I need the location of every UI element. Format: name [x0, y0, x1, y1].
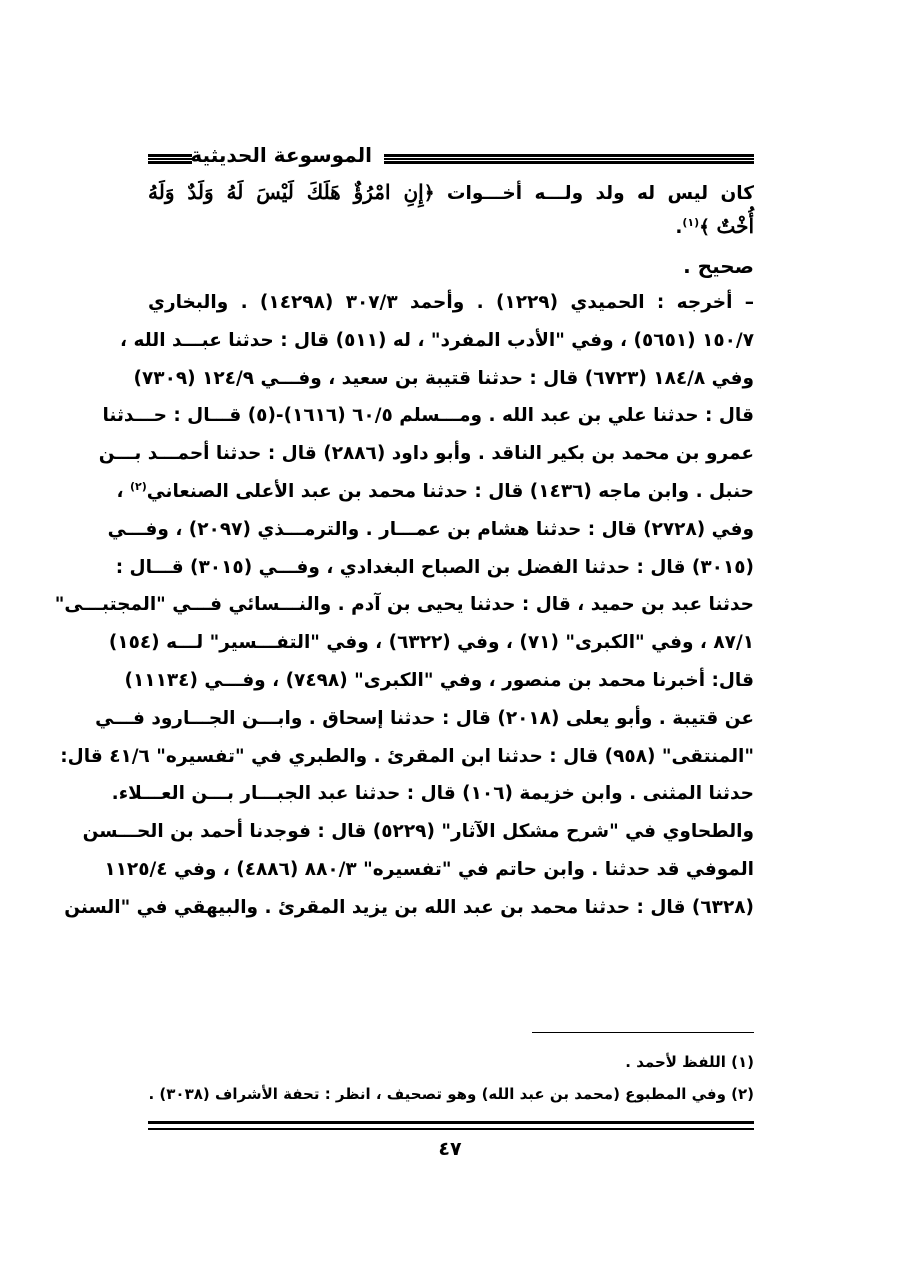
- body-line-3: وفي ١٨٤/٨ (٦٧٢٣) قال : حدثنا قتيبة بن سعيد ، وفـــي ١٢٤/٩ (٧٣٠٩): [133, 367, 754, 389]
- body-line-17: (٦٣٢٨) قال : حدثنا محمد بن عبد الله بن يزيد المقرئ . والبيهقي في "السنن: [64, 896, 754, 918]
- body-line-15: والطحاوي في "شرح مشكل الآثار" (٥٢٢٩) قال : فوجدنا أحمد بن الحـــسن: [82, 821, 754, 843]
- page-number: ٤٧: [438, 1138, 462, 1160]
- body-line-2: ١٥٠/٧ (٥٦٥١) ، وفي "الأدب المفرد" ، له (٥١١) قال : حدثنا عبـــد الله ،: [120, 329, 754, 351]
- running-header: [148, 143, 754, 173]
- body-line-8: (٣٠١٥) قال : حدثنا الفضل بن الصباح البغدادي ، وفـــي (٣٠١٥) قـــال :: [115, 556, 754, 578]
- body-line-12: عن قتيبة . وأبو يعلى (٢٠١٨) قال : حدثنا إسحاق . وابـــن الجـــارود فـــي: [95, 707, 754, 729]
- body-line-10: ٨٧/١ ، وفي "الكبرى" (٧١) ، وفي (٦٣٢٢) ، وفي "التفـــسير" لـــه (١٥٤): [108, 632, 754, 654]
- body-line-16: الموفي قد حدثنا . وابن حاتم في "تفسيره" ٨٨٠/٣ (٤٨٨٦) ، وفي ١١٢٥/٤: [104, 858, 754, 880]
- intro-text: كان ليس له ولد ولـــه أخـــوات: [434, 183, 754, 204]
- footnote-ref-1: (١): [682, 215, 700, 229]
- footnotes: [148, 1046, 754, 1110]
- body-line-11: قال: أخبرنا محمد بن منصور ، وفي "الكبرى" (٧٤٩٨) ، وفـــي (١١١٣٤): [124, 669, 754, 691]
- quran-close-brace: ﴾: [699, 217, 710, 238]
- body-line-13: "المنتقى" (٩٥٨) قال : حدثنا ابن المقرئ . والطبري في "تفسيره" ٤١/٦ قال:: [60, 745, 754, 767]
- intro-end: .: [675, 217, 683, 238]
- verdict: صحيح .: [683, 254, 754, 278]
- body-line-14: حدثنا المثنى . وابن خزيمة (١٠٦) قال : حدثنا عبد الجبـــار بـــن العـــلاء.: [111, 783, 754, 805]
- footnote-separator: [532, 1032, 754, 1033]
- header-rule-left: [148, 154, 192, 164]
- body-line-1: – أخرجه : الحميدي (١٢٢٩) . وأحمد ٣٠٧/٣ (١٤٢٩٨) . والبخاري: [148, 292, 755, 313]
- body-line-9: حدثنا عبد بن حميد ، قال : حدثنا يحيى بن آدم . والنـــسائي فـــي "المجتبـــى": [54, 594, 754, 616]
- takhrij-paragraph: [54, 286, 755, 924]
- quran-verse-part-1: إِنِ امْرُؤٌ هَلَكَ لَيْسَ لَهُ وَلَدٌ وَلَهُ: [148, 180, 424, 204]
- body-line-4: قال : حدثنا علي بن عبد الله . ومـــسلم ٦٠/٥ (١٦١٦)-(٥) قـــال : حـــدثنا: [102, 405, 754, 427]
- body-line-7: وفي (٢٧٢٨) قال : حدثنا هشام بن عمـــار . والترمـــذي (٢٠٩٧) ، وفـــي: [107, 518, 754, 540]
- quran-open-brace: ﴿: [423, 183, 435, 204]
- body-line-6: [116, 475, 754, 508]
- body-line-5: عمرو بن محمد بن بكير الناقد . وأبو داود (٢٨٨٦) قال : حدثنا أحمـــد بـــن: [98, 443, 754, 465]
- footnote-1: (١) اللفظ لأحمد .: [625, 1053, 754, 1071]
- intro-line-1: [148, 176, 754, 210]
- bottom-rule: [148, 1121, 754, 1130]
- body-line-6-text: حنبل . وابن ماجه (١٤٣٦) قال : حدثنا محمد بن عبد الأعلى الصنعاني: [146, 480, 754, 502]
- body-line-6-tail: ،: [116, 480, 130, 502]
- footnote-ref-2: (٢): [130, 479, 147, 493]
- intro-line-2: [148, 210, 754, 244]
- footnote-2: (٢) وفي المطبوع (محمد بن عبد الله) وهو تصحيف ، انظر : تحفة الأشراف (٣٠٣٨) .: [148, 1085, 754, 1103]
- header-rule-right: [384, 154, 754, 164]
- quran-verse-part-2: أُخْتٌ: [716, 214, 754, 238]
- main-text: [54, 176, 755, 929]
- header-title: الموسوعة الحديثية: [190, 143, 372, 167]
